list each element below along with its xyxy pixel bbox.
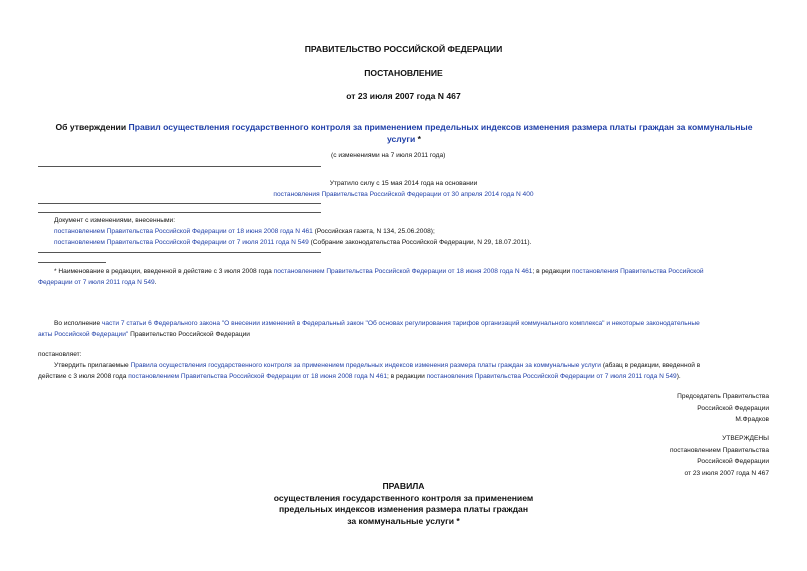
divider (38, 212, 321, 213)
title-prefix: Об утверждении (55, 122, 129, 132)
resolves-text: постановляет: (38, 351, 82, 358)
footnote-link-461[interactable]: постановлением Правительства Российской Федерации от 18 июня 2008 года N 461 (273, 268, 533, 275)
approve-text: Утвердить прилагаемые (54, 362, 131, 369)
amending-doc-link-461[interactable]: постановлением Правительства Российской Федерации от 18 июня 2008 года N 461 (54, 228, 313, 235)
rules-subtitle: осуществления государственного контроля за применением (273, 492, 534, 503)
approve-paragraph (38, 360, 770, 382)
approve-text: действие с 3 июля 2008 года (38, 373, 129, 380)
title-footnote-mark: * (415, 134, 422, 144)
approved-country: Российской Федерации (697, 458, 769, 465)
rules-link[interactable]: Правила осуществления государственного контроля за применением предельных индексов изменения размера платы граждан за коммунальные услуги (130, 362, 601, 369)
rules-subtitle: предельных индексов изменения размера платы граждан (278, 504, 529, 514)
title-rules-link[interactable]: Правил осуществления государственного контроля за применением предельных индексов изменения размера платы граждан за коммунальные (128, 122, 753, 132)
law-article-link[interactable]: части 7 статьи 6 Федерального закона (101, 320, 220, 327)
signature-name: М.Фрадков (735, 416, 769, 423)
signature-country: Российской Федерации (697, 404, 769, 412)
preamble-text: Правительство Российской Федерации (128, 331, 250, 338)
amending-doc-item (54, 226, 435, 237)
approve-text: ). (676, 373, 681, 380)
document-date-number: от 23 июля 2007 года N 467 (346, 91, 461, 101)
approve-link-461[interactable]: постановлением Правительства Российской Федерации от 18 июня 2008 года N 461 (128, 373, 388, 380)
footnote-text: . (154, 279, 157, 286)
document-title (40, 121, 768, 145)
amending-doc-source: (Российская газета, N 134, 25.06.2008); (312, 228, 435, 235)
footnote (38, 266, 770, 288)
footnote-divider (38, 262, 106, 263)
footnote-text: * Наименование в редакции, введенной в действие с 3 июля 2008 года (54, 268, 274, 275)
approved-by: постановлением Правительства (669, 446, 769, 454)
approved-heading: УТВЕРЖДЕНЫ (722, 435, 769, 442)
approve-link-549[interactable]: постановления Правительства Российской Федерации от 7 июля 2011 года N 549 (426, 373, 677, 380)
repeal-decree-link[interactable]: постановления Правительства Российской Федерации от 30 апреля 2014 года N 400 (273, 191, 534, 198)
approve-text: ; в редакции (387, 373, 427, 380)
footnote-text: ; в редакции (532, 268, 573, 275)
document-type: ПОСТАНОВЛЕНИЕ (364, 68, 443, 78)
changes-note: (с изменениями на 7 июля 2011 года) (331, 152, 446, 159)
preamble (38, 318, 770, 340)
divider (38, 252, 321, 253)
rules-subtitle: за коммунальные услуги * (347, 515, 460, 526)
title-rules-link-cont[interactable]: услуги (386, 134, 416, 144)
divider (38, 203, 321, 204)
divider (38, 166, 321, 167)
amending-doc-source: (Собрание законодательства Российской Федерации, N 29, 18.07.2011). (308, 239, 532, 246)
amending-docs-label: Документ с изменениями, внесенными: (54, 217, 176, 224)
signature-block (677, 391, 769, 426)
approve-text: (абзац в редакции, введенной в (600, 362, 701, 369)
approved-date: от 23 июля 2007 года N 467 (684, 469, 769, 477)
amending-doc-link-549[interactable]: постановлением Правительства Российской Федерации от 7 июля 2011 года N 549 (54, 239, 309, 246)
repealed-text: Утратило силу с 15 мая 2014 года на основании (329, 180, 478, 187)
footnote-link-549-cont[interactable]: Федерации от 7 июля 2011 года N 549 (38, 279, 155, 286)
amending-doc-item (54, 237, 531, 248)
approved-block (670, 433, 769, 479)
footnote-link-549[interactable]: постановления Правительства Российской (572, 268, 704, 275)
repealed-basis (0, 189, 807, 200)
rules-heading: ПРАВИЛА (382, 481, 425, 491)
law-title-link[interactable]: "О внесении изменений в Федеральный закон "Об основах регулирования тарифов организаций коммунального комплекса" и некоторые законодательные (219, 320, 700, 327)
law-title-link-cont[interactable]: акты Российской Федерации" (38, 331, 129, 338)
rules-title (0, 481, 807, 527)
signature-position: Председатель Правительства (677, 393, 769, 400)
preamble-text: Во исполнение (54, 320, 102, 327)
government-heading: ПРАВИТЕЛЬСТВО РОССИЙСКОЙ ФЕДЕРАЦИИ (304, 44, 503, 54)
